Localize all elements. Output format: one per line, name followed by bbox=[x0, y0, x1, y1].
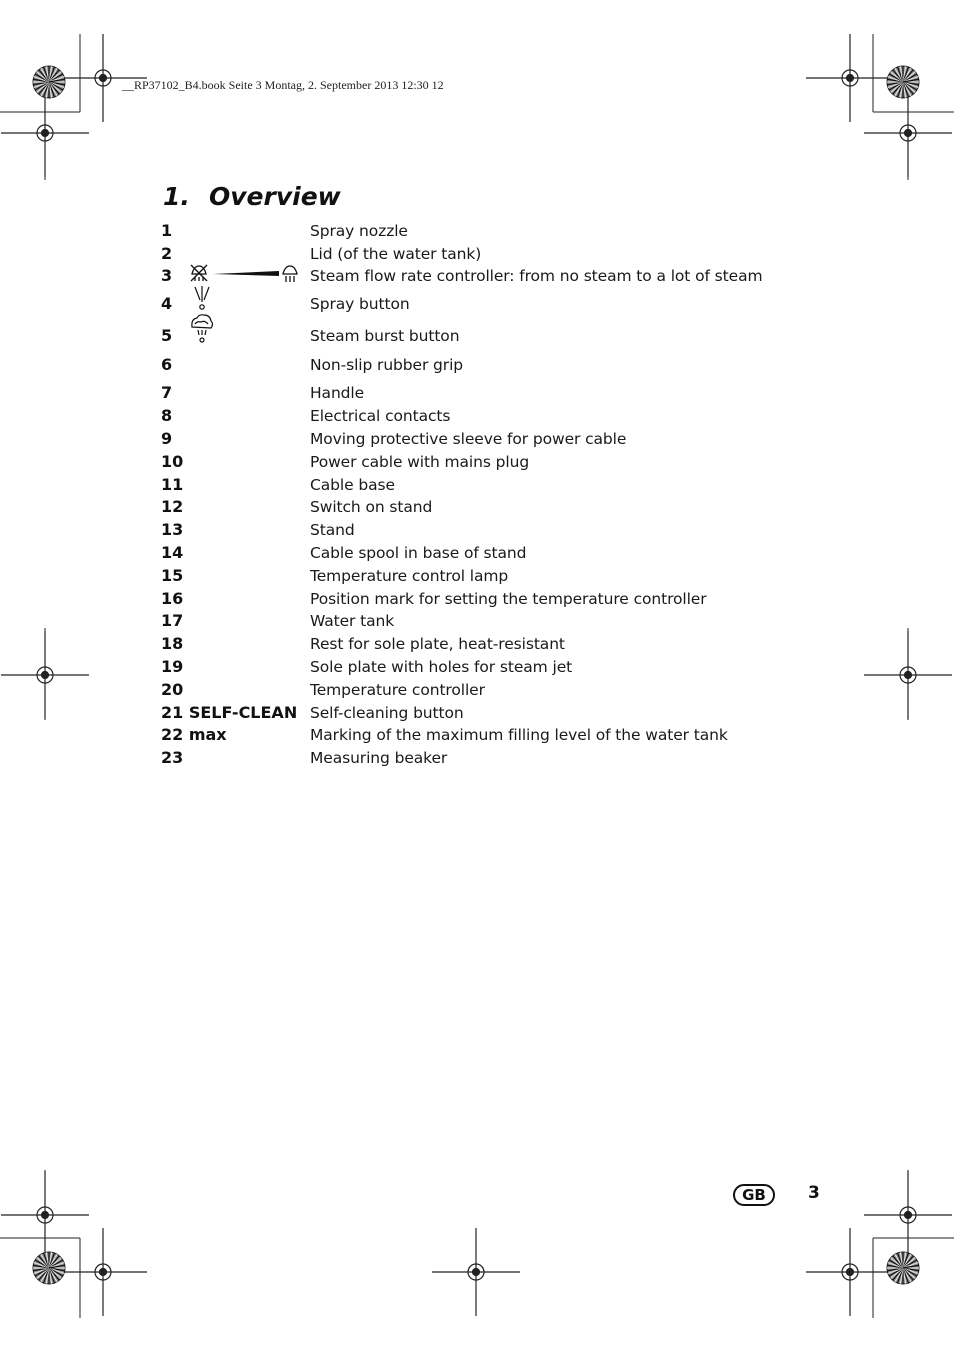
item-number: 3 bbox=[161, 266, 173, 286]
item-number: 22 max bbox=[161, 725, 227, 745]
list-item bbox=[161, 473, 861, 496]
list-item bbox=[161, 518, 861, 541]
list-item bbox=[161, 701, 861, 724]
list-item bbox=[161, 564, 861, 587]
item-description: Rest for sole plate, heat-resistant bbox=[310, 635, 565, 654]
registration-target-icon bbox=[806, 34, 894, 122]
item-description: Steam flow rate controller: from no steam to a lot of steam bbox=[310, 267, 763, 286]
item-description: Stand bbox=[310, 521, 355, 540]
registration-target-icon bbox=[59, 1228, 147, 1316]
item-description: Measuring beaker bbox=[310, 749, 448, 768]
item-number: 10 bbox=[161, 451, 184, 471]
list-item bbox=[161, 287, 861, 315]
item-number: 23 bbox=[161, 748, 184, 768]
item-number: 16 bbox=[161, 588, 184, 608]
item-description: Cable spool in base of stand bbox=[310, 543, 527, 562]
item-number: 1 bbox=[161, 220, 173, 240]
list-item bbox=[161, 541, 861, 564]
registration-target-icon bbox=[806, 1228, 894, 1316]
item-description: Handle bbox=[310, 384, 365, 403]
section-number: 1. bbox=[163, 182, 190, 211]
list-item bbox=[161, 315, 861, 347]
list-item bbox=[161, 610, 861, 633]
item-number: 18 bbox=[161, 634, 184, 654]
item-number: 14 bbox=[161, 542, 184, 562]
item-description: Electrical contacts bbox=[310, 407, 451, 426]
steam-flow-symbols bbox=[189, 262, 309, 284]
steam-icon bbox=[283, 266, 297, 282]
section-title bbox=[163, 182, 341, 211]
list-item bbox=[161, 496, 861, 519]
list-item bbox=[161, 376, 861, 404]
parts-list bbox=[161, 219, 861, 769]
item-number: 7 bbox=[161, 383, 173, 403]
list-item bbox=[161, 347, 861, 376]
item-number: 13 bbox=[161, 520, 184, 540]
item-description: Lid (of the water tank) bbox=[310, 244, 482, 263]
item-number: 8 bbox=[161, 406, 173, 426]
no-steam-icon bbox=[191, 265, 207, 281]
item-number: 5 bbox=[161, 326, 173, 346]
list-item bbox=[161, 450, 861, 473]
item-description: Water tank bbox=[310, 612, 395, 631]
star-wheel-icon bbox=[887, 1252, 919, 1284]
list-item bbox=[161, 404, 861, 427]
list-item bbox=[161, 265, 861, 288]
page-number: 3 bbox=[808, 1183, 820, 1203]
item-description: Power cable with mains plug bbox=[310, 452, 530, 471]
item-description: Position mark for setting the temperature controller bbox=[310, 589, 707, 608]
item-description: Temperature controller bbox=[310, 680, 485, 699]
registration-target-icon bbox=[1, 1171, 89, 1259]
list-item bbox=[161, 724, 861, 747]
list-item bbox=[161, 678, 861, 701]
item-description: Spray button bbox=[310, 295, 410, 314]
language-badge: GB bbox=[733, 1184, 775, 1206]
item-number: 17 bbox=[161, 611, 184, 631]
item-number: 12 bbox=[161, 497, 184, 517]
item-description: Steam burst button bbox=[310, 327, 460, 346]
item-number: 2 bbox=[161, 243, 173, 263]
item-number: 19 bbox=[161, 656, 184, 676]
star-wheel-icon bbox=[33, 66, 65, 98]
item-number: 21 SELF-CLEAN bbox=[161, 702, 298, 722]
print-file-info: __RP37102_B4.book Seite 3 Montag, 2. September 2013 12:30 12 bbox=[122, 78, 444, 92]
item-description: Sole plate with holes for steam jet bbox=[310, 657, 573, 676]
list-item bbox=[161, 632, 861, 655]
spray-icon bbox=[191, 284, 213, 312]
list-item bbox=[161, 242, 861, 265]
registration-target-icon bbox=[1, 631, 89, 719]
item-description: Spray nozzle bbox=[310, 221, 408, 240]
item-number: 15 bbox=[161, 565, 184, 585]
star-wheel-icon bbox=[887, 66, 919, 98]
item-description: Cable base bbox=[310, 475, 395, 494]
item-number: 9 bbox=[161, 428, 173, 448]
steam-burst-icon bbox=[189, 312, 215, 344]
registration-target-icon bbox=[432, 1228, 520, 1316]
registration-target-icon bbox=[864, 89, 952, 177]
registration-target-icon bbox=[864, 1171, 952, 1259]
section-title-text: Overview bbox=[209, 182, 341, 211]
item-number: 4 bbox=[161, 294, 173, 314]
item-number: 6 bbox=[161, 355, 173, 375]
list-item bbox=[161, 746, 861, 769]
item-description: Non-slip rubber grip bbox=[310, 356, 464, 375]
item-description: Self-cleaning button bbox=[310, 703, 464, 722]
item-description: Marking of the maximum filling level of the water tank bbox=[310, 726, 728, 745]
registration-target-icon bbox=[1, 89, 89, 177]
item-number: 11 bbox=[161, 474, 184, 494]
list-item bbox=[161, 655, 861, 678]
slider-bar-icon bbox=[213, 271, 279, 276]
list-item bbox=[161, 427, 861, 450]
item-number: 20 bbox=[161, 679, 184, 699]
item-description: Moving protective sleeve for power cable bbox=[310, 429, 627, 448]
star-wheel-icon bbox=[33, 1252, 65, 1284]
item-description: Switch on stand bbox=[310, 498, 433, 517]
list-item bbox=[161, 587, 861, 610]
list-item bbox=[161, 219, 861, 242]
item-description: Temperature control lamp bbox=[310, 566, 509, 585]
registration-target-icon bbox=[864, 631, 952, 719]
